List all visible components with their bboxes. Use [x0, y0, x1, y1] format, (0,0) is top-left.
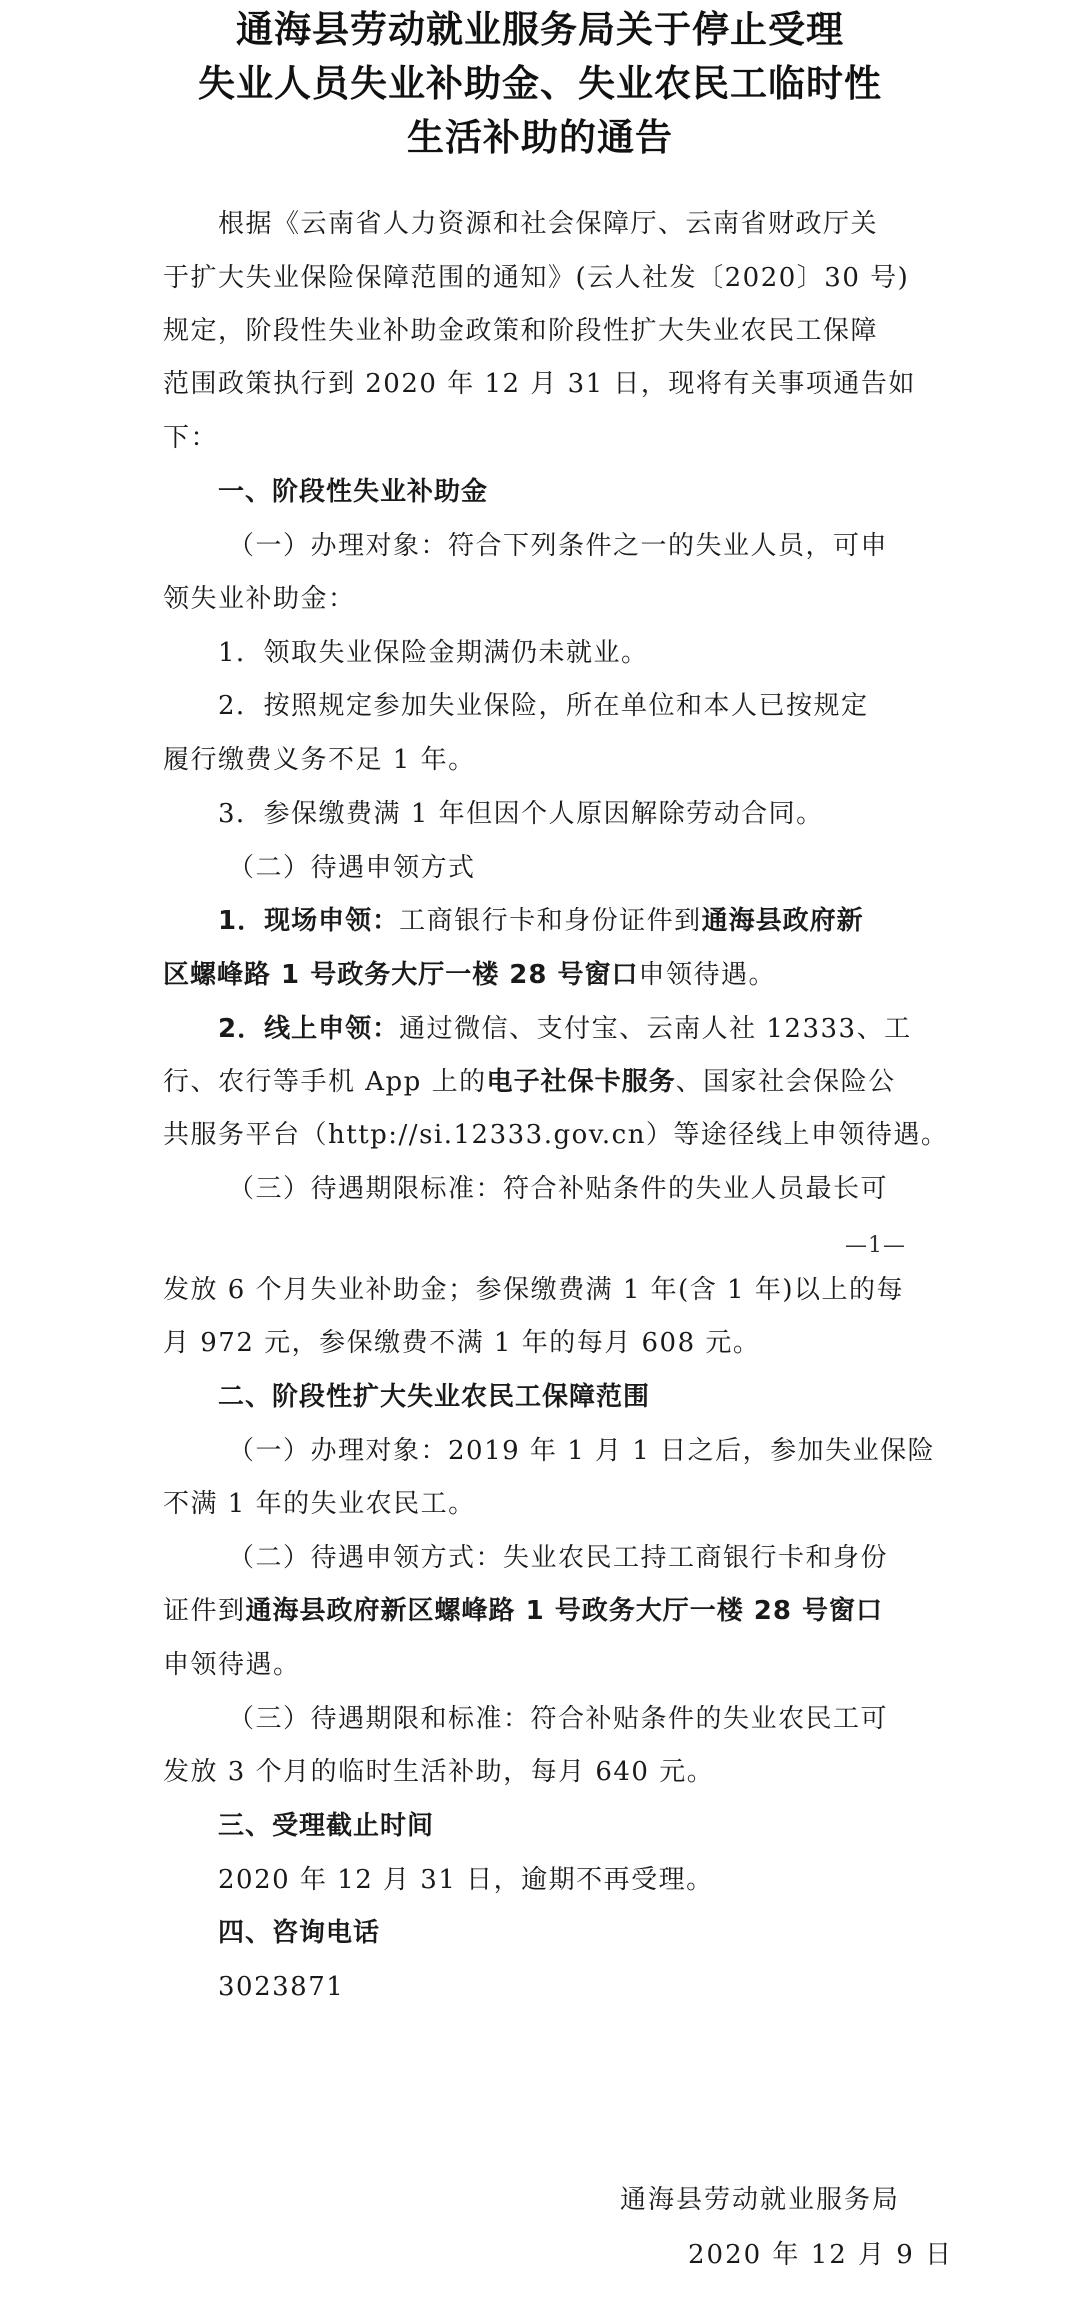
section-1-method-heading: （二）待遇申领方式: [228, 853, 476, 883]
section-2-standard-line: 发放 3 个月的临时生活补助，每月 640 元。: [163, 1757, 715, 1787]
online-service: 电子社保卡服务: [486, 1067, 676, 1097]
section-2-method-line: 申领待遇。: [163, 1650, 301, 1680]
onsite-place: 区螺峰路 1 号政务大厅一楼 28 号窗口: [163, 960, 639, 990]
onsite-text: 申领待遇。: [638, 960, 776, 990]
onsite-place: 通海县政府新: [701, 906, 864, 936]
intro-line: 规定，阶段性失业补助金政策和阶段性扩大失业农民工保障: [163, 316, 879, 346]
section-2-target-line: 不满 1 年的失业农民工。: [163, 1489, 476, 1519]
section-4-heading: 四、咨询电话: [218, 1918, 381, 1948]
section-1-standard-line: 发放 6 个月失业补助金；参保缴费满 1 年(含 1 年)以上的每: [163, 1275, 905, 1305]
section-2-method-line: （二）待遇申领方式：失业农民工持工商银行卡和身份: [228, 1543, 889, 1573]
document-title-line-1: 通海县劳动就业服务局关于停止受理: [236, 8, 844, 51]
onsite-text: 工商银行卡和身份证件到: [399, 906, 702, 936]
section-1-condition: 2．按照规定参加失业保险，所在单位和本人已按规定: [218, 691, 869, 721]
document-title-line-2: 失业人员失业补助金、失业农民工临时性: [198, 62, 882, 105]
section-1-target-line: （一）办理对象：符合下列条件之一的失业人员，可申: [228, 531, 889, 561]
document-title-line-3: 生活补助的通告: [407, 116, 673, 159]
intro-line: 于扩大失业保险保障范围的通知》(云人社发〔2020〕30 号): [163, 263, 910, 293]
section-2-method-line: [163, 1591, 883, 1631]
section-1-onsite-line-1: [218, 901, 864, 941]
section-1-standard-line: （三）待遇期限标准：符合补贴条件的失业人员最长可: [228, 1174, 889, 1204]
method-text: 证件到: [163, 1596, 246, 1626]
page-number: —1—: [845, 1233, 906, 1258]
intro-line: 范围政策执行到 2020 年 12 月 31 日，现将有关事项通告如: [163, 369, 916, 399]
intro-line: 下：: [163, 423, 219, 453]
section-1-online-line-3: 共服务平台（http://si.12333.gov.cn）等途径线上申领待遇。: [163, 1120, 949, 1150]
online-label: 2．线上申领：: [218, 1014, 400, 1044]
section-1-condition: 履行缴费义务不足 1 年。: [163, 745, 476, 775]
section-1-target-line: 领失业补助金：: [163, 584, 356, 614]
section-2-standard-line: （三）待遇期限和标准：符合补贴条件的失业农民工可: [228, 1704, 889, 1734]
section-1-online-line-2: [163, 1062, 896, 1102]
onsite-label: 1．现场申领：: [218, 906, 400, 936]
section-1-condition: 3．参保缴费满 1 年但因个人原因解除劳动合同。: [218, 799, 824, 829]
intro-line: 根据《云南省人力资源和社会保障厅、云南省财政厅关: [218, 209, 879, 239]
consultation-phone: 3023871: [218, 1972, 345, 2002]
online-text: 行、农行等手机 App 上的: [163, 1067, 487, 1097]
section-1-standard-line: 月 972 元，参保缴费不满 1 年的每月 608 元。: [163, 1328, 761, 1358]
section-2-target-line: （一）办理对象：2019 年 1 月 1 日之后，参加失业保险: [228, 1436, 936, 1466]
section-1-online-line-1: [218, 1009, 912, 1049]
section-1-onsite-line-2: [163, 955, 776, 995]
section-1-condition: 1．领取失业保险金期满仍未就业。: [218, 638, 649, 668]
online-text: 、国家社会保险公: [675, 1067, 896, 1097]
section-1-heading: 一、阶段性失业补助金: [218, 477, 489, 507]
signature-date: 2020 年 12 月 9 日: [688, 2240, 954, 2270]
section-3-heading: 三、受理截止时间: [218, 1811, 435, 1841]
section-2-heading: 二、阶段性扩大失业农民工保障范围: [218, 1382, 651, 1412]
section-3-text: 2020 年 12 月 31 日，逾期不再受理。: [218, 1865, 714, 1895]
method-place: 通海县政府新区螺峰路 1 号政务大厅一楼 28 号窗口: [245, 1596, 883, 1626]
signature-organization: 通海县劳动就业服务局: [620, 2185, 901, 2215]
online-text: 通过微信、支付宝、云南人社 12333、工: [399, 1014, 912, 1044]
